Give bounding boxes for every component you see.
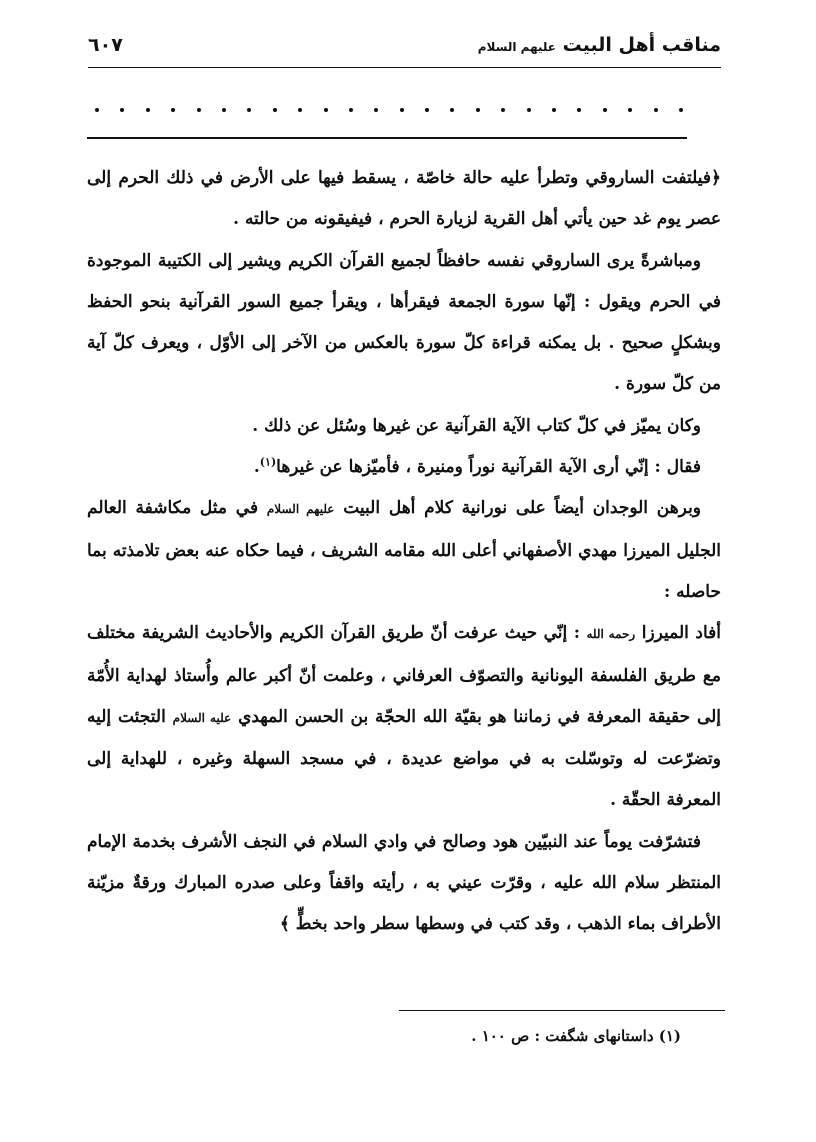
running-head-text: مناقب أهل البيت (562, 34, 721, 56)
separator-dot (222, 108, 226, 112)
separator-dot (577, 108, 581, 112)
paragraph-1-text: فيلتفت الساروقي وتطرأ عليه حالة خاصّة ، يسقط فيها على الأرض في ذلك الحرم إلى عصر يوم غد حين يأتي أهل القرية لزيارة الحرم ، فيفيقونه من حالته . (87, 168, 721, 230)
paragraph-6-text-b: : إنّي حيث عرفت أنّ طريق القرآن الكريم والأحاديث الشريفة مختلف مع طريق الفلسفة اليونانية والتصوّف العرفاني ، وعلمت أنّ أكبر عالم وأُستاذ لهداية الأُمّة إلى حقيقة المعرفة في زماننا هو بقيّة الله الحجّة بن الحسن المهدي (87, 623, 722, 727)
footnote: (١) داستانهاى شگفت : ص ١٠٠ . (471, 1027, 681, 1045)
honorific-mirza: رحمه الله (586, 627, 636, 642)
open-quote-mark: ﴿ (711, 168, 721, 188)
paragraph-6-text-c: التجئت إليه وتضرّعت له وتوسّلت به في مواضع عديدة ، في مسجد السهلة وغيره ، للهداية إلى المعرفة الحقّة . (87, 706, 721, 811)
close-quote-mark: ﴾ (279, 914, 290, 935)
separator-dot (374, 108, 378, 112)
separator-dot (95, 108, 99, 112)
separator-dot (527, 108, 531, 112)
separator-dot (146, 108, 150, 112)
separator-dot (628, 108, 632, 112)
paragraph-3: وكان يميّز في كلّ كتاب الآية القرآنية عن غيرها وسُئل عن ذلك . (252, 415, 701, 436)
separator-dot (197, 108, 201, 112)
header-rule (88, 67, 721, 68)
honorific-ahl-bayt: عليهم السلام (266, 502, 335, 517)
paragraph-5-text-b: في مثل مكاشفة العالم الجليل الميرزا مهدي الأصفهاني أعلى الله مقامه الشريف ، فيما حكاه عنه بعض تلامذته بما حاصله : (87, 498, 721, 602)
separator-dot (476, 108, 480, 112)
separator-dot (425, 108, 429, 112)
running-head (478, 34, 721, 56)
paragraph-6 (87, 613, 721, 821)
honorific-mahdi: عليه السلام (172, 710, 232, 725)
separator-dot (603, 108, 607, 112)
running-head-honorific: عليهم السلام (477, 40, 557, 54)
footnote-rule (399, 1010, 725, 1011)
separator-dot (400, 108, 404, 112)
paragraph-6-text-a: أفاد الميرزا (641, 623, 721, 644)
separator-dot (654, 108, 658, 112)
separator-dot (349, 108, 353, 112)
paragraph-1 (87, 158, 721, 241)
separator-dot (679, 108, 683, 112)
paragraph-5-text-a: وبرهن الوجدان أيضاً على نورانية كلام أهل البيت (343, 498, 702, 519)
page-number: ٦٠٧ (88, 34, 123, 56)
paragraph-2: ومباشرةً يرى الساروقي نفسه حافظاً لجميع القرآن الكريم ويشير إلى الكتيبة الموجودة في الحرم ويقول : إنّها سورة الجمعة فيقرأها ، ويقرأ جميع السور القرآنية بنحو الحفظ وبشكلٍ صحيح . بل يمكنه قراءة كلّ سورة بالعكس من الآخر إلى الأوّل ، ويعرف كلّ آية من كلّ سورة . (87, 250, 721, 395)
separator-dot (273, 108, 277, 112)
paragraph-4-text: فقال : إنّي أرى الآية القرآنية نوراً ومنيرة ، فأميّزها عن غيرها (276, 457, 701, 478)
separator-dot (247, 108, 251, 112)
separator-rule (87, 137, 687, 139)
separator-dot (450, 108, 454, 112)
paragraph-5 (87, 488, 721, 613)
separator-dot (324, 108, 328, 112)
separator-dot (120, 108, 124, 112)
separator-dot (552, 108, 556, 112)
footnote-reference: (١) (259, 455, 277, 469)
paragraph-7 (87, 822, 721, 946)
separator-dots (95, 100, 683, 120)
separator-dot (501, 108, 505, 112)
body-text (87, 158, 721, 946)
paragraph-4 (87, 447, 721, 488)
separator-dot (171, 108, 175, 112)
paragraph-4-end: . (253, 457, 260, 478)
page-header (88, 30, 721, 68)
paragraph-7-text: فتشرّفت يوماً عند النبيّين هود وصالح في وادي السلام في النجف الأشرف بخدمة الإمام المنتظر سلام الله عليه ، وقرّت عيني به ، رأيته واقفاً وعلى صدره المبارك ورقةٌ مزيّنة الأطراف بماء الذهب ، وقد كتب في وسطها سطر واحد بخطٍّ (87, 831, 721, 935)
separator-dot (298, 108, 302, 112)
